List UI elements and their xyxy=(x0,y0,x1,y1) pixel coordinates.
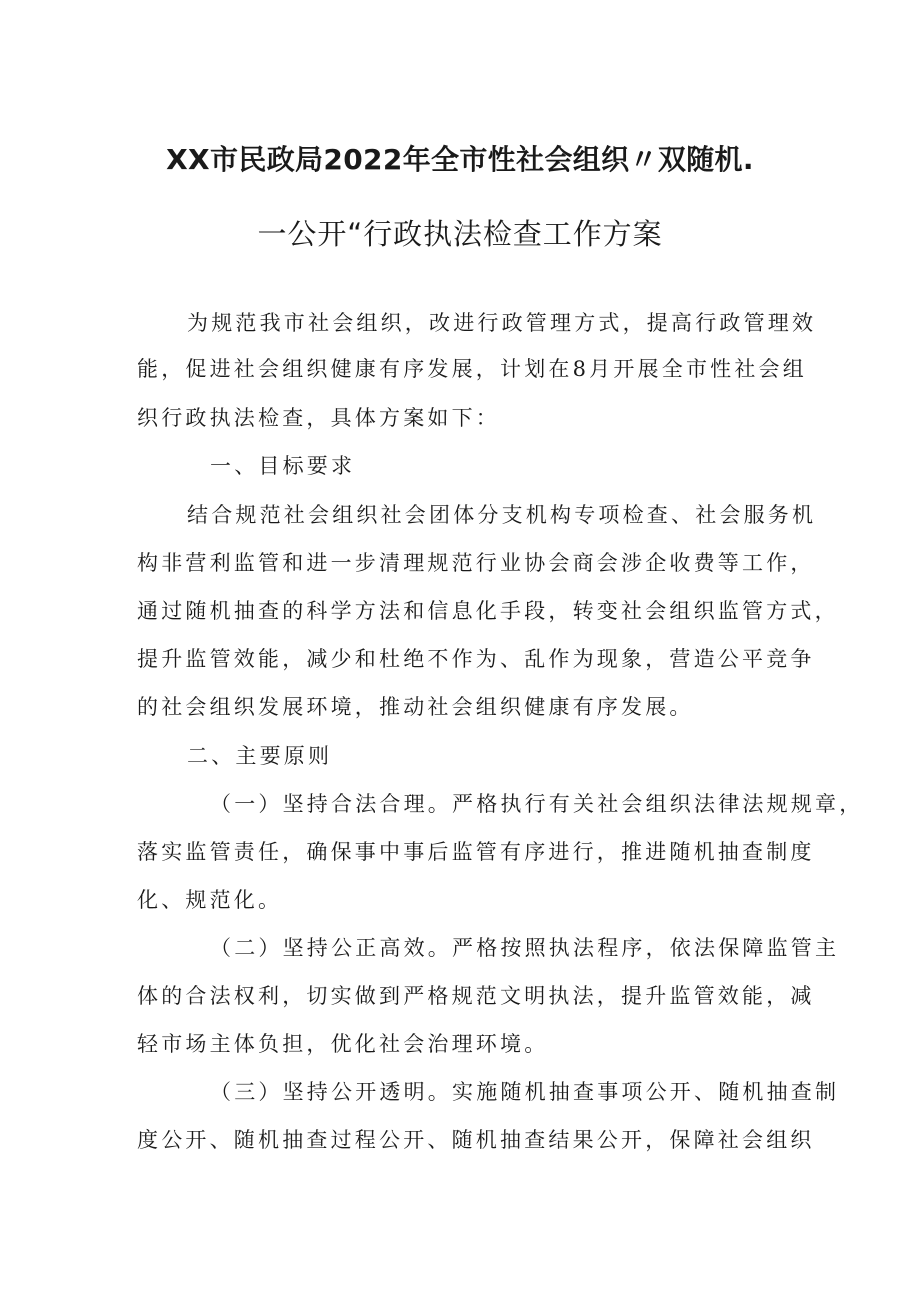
section-heading: 一、目标要求 xyxy=(210,454,356,478)
section-heading: 二、主要原则 xyxy=(187,744,333,768)
paragraph-line: 能，促进社会组织健康有序发展，计划在8月开展全市性社会组 xyxy=(137,357,807,381)
document-title-line-2: 一公开“行政执法检查工作方案 xyxy=(257,217,663,251)
paragraph-line: 织行政执法检查，具体方案如下： xyxy=(137,406,500,430)
document-title-line-1: XX市民政局2022年全市性社会组织〃双随机. xyxy=(166,143,754,176)
paragraph-line: 构非营利监管和进一步清理规范行业协会商会涉企收费等工作， xyxy=(137,551,815,575)
paragraph-line: 轻市场主体负担，优化社会治理环境。 xyxy=(137,1032,549,1056)
paragraph-line: 化、规范化。 xyxy=(137,888,283,912)
paragraph-line: 结合规范社会组织社会团体分支机构专项检查、社会服务机 xyxy=(187,503,817,527)
paragraph-line: （三）坚持公开透明。实施随机抽查事项公开、随机抽查制 xyxy=(210,1080,840,1104)
paragraph-line: 通过随机抽查的科学方法和信息化手段，转变社会组织监管方式， xyxy=(137,599,839,623)
paragraph-line: 提升监管效能，减少和杜绝不作为、乱作为现象，营造公平竞争 xyxy=(137,647,815,671)
paragraph-line: （二）坚持公正高效。严格按照执法程序，依法保障监管主 xyxy=(210,936,840,960)
paragraph-line: （一）坚持合法合理。严格执行有关社会组织法律法规规章， xyxy=(210,792,864,816)
paragraph-line: 为规范我市社会组织，改进行政管理方式，提高行政管理效 xyxy=(187,311,817,335)
paragraph-line: 度公开、随机抽查过程公开、随机抽查结果公开，保障社会组织 xyxy=(137,1128,815,1152)
paragraph-line: 的社会组织发展环境，推动社会组织健康有序发展。 xyxy=(137,695,694,719)
paragraph-line: 体的合法权利，切实做到严格规范文明执法，提升监管效能，减 xyxy=(137,984,815,1008)
paragraph-line: 落实监管责任，确保事中事后监管有序进行，推进随机抽查制度 xyxy=(137,840,815,864)
